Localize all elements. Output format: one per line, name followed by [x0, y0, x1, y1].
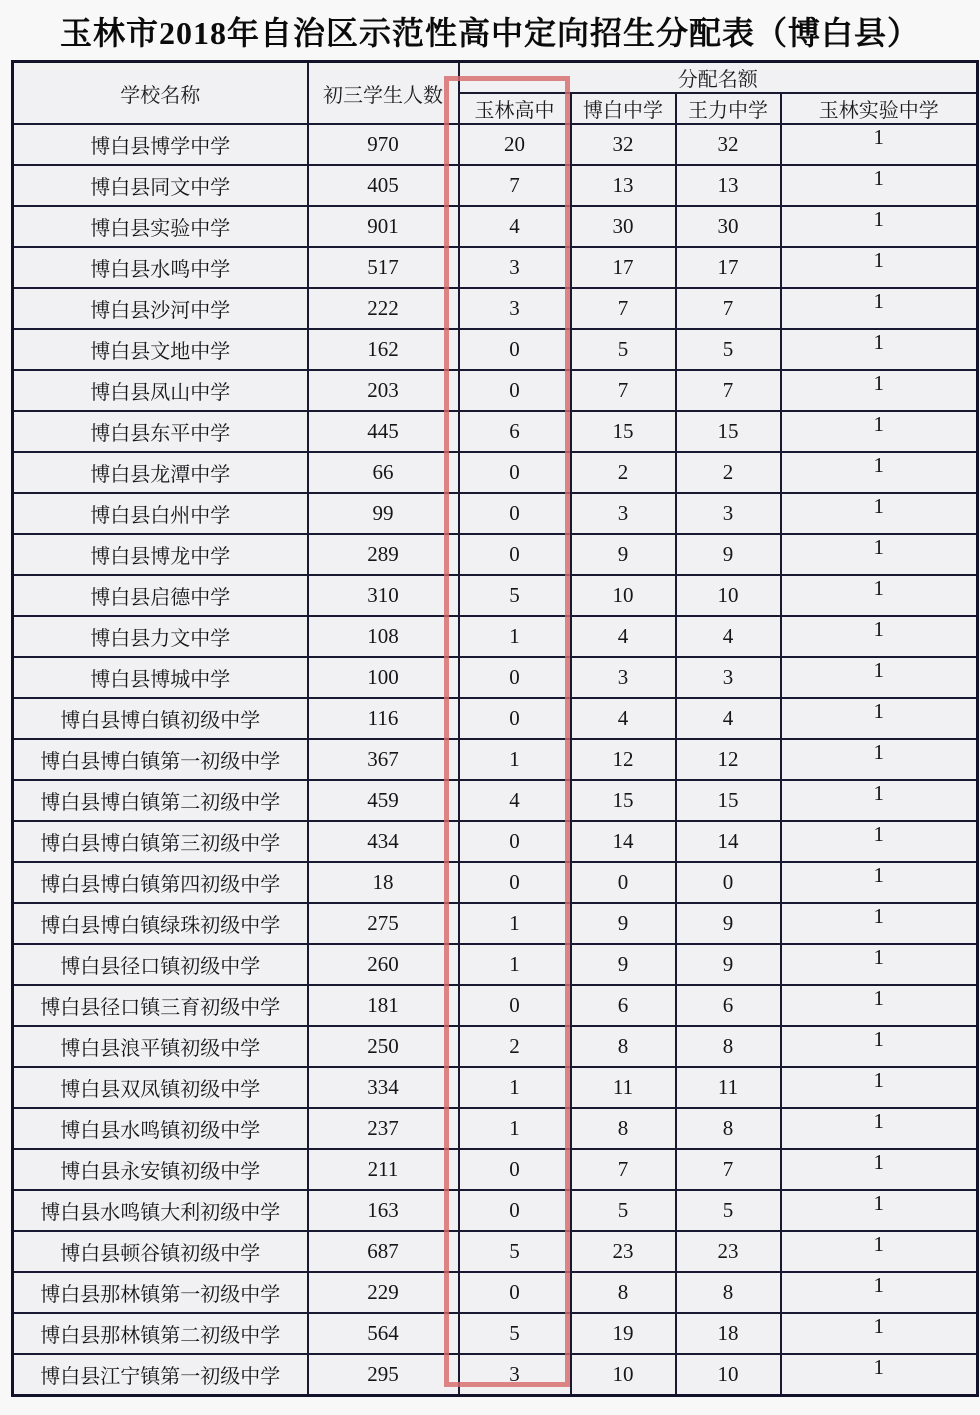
wangli-zhongxue-quota-cell: 32 — [676, 124, 781, 165]
school-name-cell: 博白县文地中学 — [13, 329, 308, 370]
yulin-shiyan-quota-cell: 1 — [781, 288, 978, 329]
grade9-students-cell: 99 — [308, 493, 459, 534]
yulin-gaozhong-quota-cell: 0 — [459, 985, 571, 1026]
wangli-zhongxue-quota-cell: 6 — [676, 985, 781, 1026]
grade9-students-cell: 162 — [308, 329, 459, 370]
school-name-cell: 博白县博白镇第二初级中学 — [13, 780, 308, 821]
bobai-zhongxue-quota-cell: 8 — [571, 1272, 676, 1313]
table-row — [13, 493, 978, 534]
bobai-zhongxue-quota-cell: 11 — [571, 1067, 676, 1108]
grade9-students-cell: 564 — [308, 1313, 459, 1354]
yulin-gaozhong-quota-cell: 1 — [459, 1067, 571, 1108]
school-name-cell: 博白县水鸣镇大利初级中学 — [13, 1190, 308, 1231]
school-name-cell: 博白县径口镇三育初级中学 — [13, 985, 308, 1026]
yulin-shiyan-quota-cell: 1 — [781, 1190, 978, 1231]
wangli-zhongxue-quota-cell: 17 — [676, 247, 781, 288]
grade9-students-cell: 66 — [308, 452, 459, 493]
page-title: 玉林市2018年自治区示范性高中定向招生分配表（博白县） — [59, 15, 920, 51]
bobai-zhongxue-quota-cell: 13 — [571, 165, 676, 206]
school-name-cell: 博白县东平中学 — [13, 411, 308, 452]
school-name-cell: 博白县水鸣中学 — [13, 247, 308, 288]
table-row — [13, 616, 978, 657]
grade9-students-cell: 459 — [308, 780, 459, 821]
yulin-shiyan-quota-cell: 1 — [781, 985, 978, 1026]
yulin-gaozhong-quota-cell: 3 — [459, 288, 571, 329]
bobai-zhongxue-quota-cell: 14 — [571, 821, 676, 862]
wangli-zhongxue-quota-cell: 5 — [676, 329, 781, 370]
grade9-students-cell: 334 — [308, 1067, 459, 1108]
yulin-shiyan-quota-cell: 1 — [781, 1313, 978, 1354]
header-allocation-group: 分配名额 — [459, 62, 978, 94]
school-name-cell: 博白县博白镇第一初级中学 — [13, 739, 308, 780]
table-row — [13, 452, 978, 493]
yulin-shiyan-quota-cell: 1 — [781, 903, 978, 944]
table-row — [13, 1313, 978, 1354]
yulin-gaozhong-quota-cell: 0 — [459, 1272, 571, 1313]
yulin-gaozhong-quota-cell: 5 — [459, 1313, 571, 1354]
yulin-gaozhong-quota-cell: 0 — [459, 821, 571, 862]
bobai-zhongxue-quota-cell: 7 — [571, 1149, 676, 1190]
yulin-shiyan-quota-cell: 1 — [781, 452, 978, 493]
bobai-zhongxue-quota-cell: 4 — [571, 616, 676, 657]
school-name-cell: 博白县博城中学 — [13, 657, 308, 698]
school-name-cell: 博白县博白镇初级中学 — [13, 698, 308, 739]
grade9-students-cell: 517 — [308, 247, 459, 288]
bobai-zhongxue-quota-cell: 8 — [571, 1026, 676, 1067]
yulin-shiyan-quota-cell: 1 — [781, 1026, 978, 1067]
bobai-zhongxue-quota-cell: 30 — [571, 206, 676, 247]
table-row — [13, 288, 978, 329]
yulin-shiyan-quota-cell: 1 — [781, 247, 978, 288]
school-name-cell: 博白县白州中学 — [13, 493, 308, 534]
bobai-zhongxue-quota-cell: 9 — [571, 903, 676, 944]
wangli-zhongxue-quota-cell: 9 — [676, 534, 781, 575]
wangli-zhongxue-quota-cell: 3 — [676, 657, 781, 698]
table-row — [13, 780, 978, 821]
wangli-zhongxue-quota-cell: 8 — [676, 1272, 781, 1313]
wangli-zhongxue-quota-cell: 7 — [676, 1149, 781, 1190]
school-name-cell: 博白县博白镇绿珠初级中学 — [13, 903, 308, 944]
yulin-gaozhong-quota-cell: 0 — [459, 452, 571, 493]
allocation-table — [11, 60, 979, 1397]
wangli-zhongxue-quota-cell: 30 — [676, 206, 781, 247]
bobai-zhongxue-quota-cell: 6 — [571, 985, 676, 1026]
grade9-students-cell: 445 — [308, 411, 459, 452]
school-name-cell: 博白县那林镇第一初级中学 — [13, 1272, 308, 1313]
wangli-zhongxue-quota-cell: 7 — [676, 370, 781, 411]
grade9-students-cell: 289 — [308, 534, 459, 575]
grade9-students-cell: 901 — [308, 206, 459, 247]
table-row — [13, 206, 978, 247]
wangli-zhongxue-quota-cell: 8 — [676, 1026, 781, 1067]
yulin-gaozhong-quota-cell: 3 — [459, 247, 571, 288]
bobai-zhongxue-quota-cell: 0 — [571, 862, 676, 903]
yulin-gaozhong-quota-cell: 5 — [459, 575, 571, 616]
bobai-zhongxue-quota-cell: 4 — [571, 698, 676, 739]
table-row — [13, 1149, 978, 1190]
table-row — [13, 903, 978, 944]
bobai-zhongxue-quota-cell: 23 — [571, 1231, 676, 1272]
table-row — [13, 985, 978, 1026]
grade9-students-cell: 260 — [308, 944, 459, 985]
school-name-cell: 博白县博白镇第四初级中学 — [13, 862, 308, 903]
school-name-cell: 博白县永安镇初级中学 — [13, 1149, 308, 1190]
yulin-gaozhong-quota-cell: 0 — [459, 1149, 571, 1190]
yulin-shiyan-quota-cell: 1 — [781, 1272, 978, 1313]
wangli-zhongxue-quota-cell: 8 — [676, 1108, 781, 1149]
header-grade9-students: 初三学生人数 — [308, 62, 459, 125]
header-school-name: 学校名称 — [13, 62, 308, 125]
table-row — [13, 1108, 978, 1149]
wangli-zhongxue-quota-cell: 18 — [676, 1313, 781, 1354]
yulin-shiyan-quota-cell: 1 — [781, 1354, 978, 1395]
table-body — [13, 124, 978, 1395]
table-row — [13, 124, 978, 165]
bobai-zhongxue-quota-cell: 3 — [571, 493, 676, 534]
yulin-shiyan-quota-cell: 1 — [781, 534, 978, 575]
school-name-cell: 博白县博白镇第三初级中学 — [13, 821, 308, 862]
grade9-students-cell: 163 — [308, 1190, 459, 1231]
yulin-shiyan-quota-cell: 1 — [781, 493, 978, 534]
table-row — [13, 1272, 978, 1313]
school-name-cell: 博白县那林镇第二初级中学 — [13, 1313, 308, 1354]
wangli-zhongxue-quota-cell: 15 — [676, 780, 781, 821]
bobai-zhongxue-quota-cell: 9 — [571, 534, 676, 575]
yulin-shiyan-quota-cell: 1 — [781, 411, 978, 452]
grade9-students-cell: 203 — [308, 370, 459, 411]
bobai-zhongxue-quota-cell: 7 — [571, 288, 676, 329]
yulin-shiyan-quota-cell: 1 — [781, 780, 978, 821]
grade9-students-cell: 211 — [308, 1149, 459, 1190]
yulin-gaozhong-quota-cell: 4 — [459, 206, 571, 247]
table-row — [13, 165, 978, 206]
yulin-gaozhong-quota-cell: 7 — [459, 165, 571, 206]
grade9-students-cell: 295 — [308, 1354, 459, 1395]
grade9-students-cell: 434 — [308, 821, 459, 862]
table-row — [13, 1026, 978, 1067]
wangli-zhongxue-quota-cell: 14 — [676, 821, 781, 862]
school-name-cell: 博白县启德中学 — [13, 575, 308, 616]
yulin-gaozhong-quota-cell: 1 — [459, 944, 571, 985]
yulin-gaozhong-quota-cell: 0 — [459, 657, 571, 698]
wangli-zhongxue-quota-cell: 3 — [676, 493, 781, 534]
yulin-gaozhong-quota-cell: 1 — [459, 1108, 571, 1149]
bobai-zhongxue-quota-cell: 7 — [571, 370, 676, 411]
header-yulin-gaozhong: 玉林高中 — [459, 93, 571, 124]
yulin-gaozhong-quota-cell: 0 — [459, 698, 571, 739]
yulin-shiyan-quota-cell: 1 — [781, 165, 978, 206]
wangli-zhongxue-quota-cell: 10 — [676, 575, 781, 616]
header-yulin-shiyan-zhongxue: 玉林实验中学 — [781, 93, 978, 124]
grade9-students-cell: 100 — [308, 657, 459, 698]
school-name-cell: 博白县顿谷镇初级中学 — [13, 1231, 308, 1272]
table-row — [13, 1354, 978, 1395]
school-name-cell: 博白县浪平镇初级中学 — [13, 1026, 308, 1067]
yulin-shiyan-quota-cell: 1 — [781, 739, 978, 780]
table-row — [13, 1067, 978, 1108]
wangli-zhongxue-quota-cell: 0 — [676, 862, 781, 903]
table-row — [13, 739, 978, 780]
table-row — [13, 821, 978, 862]
yulin-gaozhong-quota-cell: 20 — [459, 124, 571, 165]
school-name-cell: 博白县径口镇初级中学 — [13, 944, 308, 985]
bobai-zhongxue-quota-cell: 10 — [571, 575, 676, 616]
grade9-students-cell: 229 — [308, 1272, 459, 1313]
table-row — [13, 329, 978, 370]
bobai-zhongxue-quota-cell: 32 — [571, 124, 676, 165]
yulin-gaozhong-quota-cell: 5 — [459, 1231, 571, 1272]
bobai-zhongxue-quota-cell: 9 — [571, 944, 676, 985]
yulin-shiyan-quota-cell: 1 — [781, 1231, 978, 1272]
yulin-shiyan-quota-cell: 1 — [781, 1108, 978, 1149]
table-row — [13, 944, 978, 985]
table-row — [13, 657, 978, 698]
wangli-zhongxue-quota-cell: 4 — [676, 616, 781, 657]
bobai-zhongxue-quota-cell: 15 — [571, 780, 676, 821]
wangli-zhongxue-quota-cell: 4 — [676, 698, 781, 739]
grade9-students-cell: 310 — [308, 575, 459, 616]
bobai-zhongxue-quota-cell: 12 — [571, 739, 676, 780]
yulin-gaozhong-quota-cell: 1 — [459, 903, 571, 944]
grade9-students-cell: 250 — [308, 1026, 459, 1067]
yulin-shiyan-quota-cell: 1 — [781, 329, 978, 370]
table-row — [13, 411, 978, 452]
table-row — [13, 247, 978, 288]
bobai-zhongxue-quota-cell: 10 — [571, 1354, 676, 1395]
yulin-shiyan-quota-cell: 1 — [781, 370, 978, 411]
wangli-zhongxue-quota-cell: 11 — [676, 1067, 781, 1108]
bobai-zhongxue-quota-cell: 8 — [571, 1108, 676, 1149]
yulin-shiyan-quota-cell: 1 — [781, 821, 978, 862]
school-name-cell: 博白县江宁镇第一初级中学 — [13, 1354, 308, 1395]
table-row — [13, 1190, 978, 1231]
bobai-zhongxue-quota-cell: 17 — [571, 247, 676, 288]
yulin-gaozhong-quota-cell: 2 — [459, 1026, 571, 1067]
school-name-cell: 博白县力文中学 — [13, 616, 308, 657]
wangli-zhongxue-quota-cell: 13 — [676, 165, 781, 206]
wangli-zhongxue-quota-cell: 23 — [676, 1231, 781, 1272]
wangli-zhongxue-quota-cell: 5 — [676, 1190, 781, 1231]
table-row — [13, 575, 978, 616]
wangli-zhongxue-quota-cell: 10 — [676, 1354, 781, 1395]
yulin-shiyan-quota-cell: 1 — [781, 1067, 978, 1108]
grade9-students-cell: 116 — [308, 698, 459, 739]
school-name-cell: 博白县水鸣镇初级中学 — [13, 1108, 308, 1149]
bobai-zhongxue-quota-cell: 3 — [571, 657, 676, 698]
wangli-zhongxue-quota-cell: 15 — [676, 411, 781, 452]
school-name-cell: 博白县博学中学 — [13, 124, 308, 165]
wangli-zhongxue-quota-cell: 2 — [676, 452, 781, 493]
bobai-zhongxue-quota-cell: 2 — [571, 452, 676, 493]
yulin-gaozhong-quota-cell: 0 — [459, 370, 571, 411]
table-row — [13, 862, 978, 903]
grade9-students-cell: 222 — [308, 288, 459, 329]
grade9-students-cell: 405 — [308, 165, 459, 206]
yulin-gaozhong-quota-cell: 4 — [459, 780, 571, 821]
yulin-gaozhong-quota-cell: 1 — [459, 739, 571, 780]
grade9-students-cell: 108 — [308, 616, 459, 657]
grade9-students-cell: 687 — [308, 1231, 459, 1272]
yulin-shiyan-quota-cell: 1 — [781, 657, 978, 698]
yulin-shiyan-quota-cell: 1 — [781, 862, 978, 903]
table-row — [13, 698, 978, 739]
allocation-table-wrap — [11, 60, 976, 1397]
table-row — [13, 534, 978, 575]
grade9-students-cell: 181 — [308, 985, 459, 1026]
grade9-students-cell: 970 — [308, 124, 459, 165]
table-row — [13, 370, 978, 411]
school-name-cell: 博白县凤山中学 — [13, 370, 308, 411]
header-bobai-zhongxue: 博白中学 — [571, 93, 676, 124]
yulin-gaozhong-quota-cell: 0 — [459, 493, 571, 534]
yulin-shiyan-quota-cell: 1 — [781, 616, 978, 657]
bobai-zhongxue-quota-cell: 19 — [571, 1313, 676, 1354]
yulin-shiyan-quota-cell: 1 — [781, 575, 978, 616]
yulin-shiyan-quota-cell: 1 — [781, 124, 978, 165]
wangli-zhongxue-quota-cell: 9 — [676, 903, 781, 944]
school-name-cell: 博白县沙河中学 — [13, 288, 308, 329]
grade9-students-cell: 367 — [308, 739, 459, 780]
wangli-zhongxue-quota-cell: 7 — [676, 288, 781, 329]
wangli-zhongxue-quota-cell: 9 — [676, 944, 781, 985]
bobai-zhongxue-quota-cell: 5 — [571, 329, 676, 370]
yulin-shiyan-quota-cell: 1 — [781, 206, 978, 247]
bobai-zhongxue-quota-cell: 5 — [571, 1190, 676, 1231]
school-name-cell: 博白县双凤镇初级中学 — [13, 1067, 308, 1108]
wangli-zhongxue-quota-cell: 12 — [676, 739, 781, 780]
yulin-gaozhong-quota-cell: 0 — [459, 329, 571, 370]
yulin-gaozhong-quota-cell: 6 — [459, 411, 571, 452]
yulin-gaozhong-quota-cell: 0 — [459, 534, 571, 575]
bobai-zhongxue-quota-cell: 15 — [571, 411, 676, 452]
yulin-shiyan-quota-cell: 1 — [781, 944, 978, 985]
grade9-students-cell: 18 — [308, 862, 459, 903]
school-name-cell: 博白县博龙中学 — [13, 534, 308, 575]
yulin-shiyan-quota-cell: 1 — [781, 1149, 978, 1190]
grade9-students-cell: 237 — [308, 1108, 459, 1149]
yulin-gaozhong-quota-cell: 0 — [459, 1190, 571, 1231]
header-wangli-zhongxue: 王力中学 — [676, 93, 781, 124]
yulin-shiyan-quota-cell: 1 — [781, 698, 978, 739]
yulin-gaozhong-quota-cell: 3 — [459, 1354, 571, 1395]
yulin-gaozhong-quota-cell: 1 — [459, 616, 571, 657]
grade9-students-cell: 275 — [308, 903, 459, 944]
yulin-gaozhong-quota-cell: 0 — [459, 862, 571, 903]
table-row — [13, 1231, 978, 1272]
school-name-cell: 博白县同文中学 — [13, 165, 308, 206]
school-name-cell: 博白县龙潭中学 — [13, 452, 308, 493]
school-name-cell: 博白县实验中学 — [13, 206, 308, 247]
